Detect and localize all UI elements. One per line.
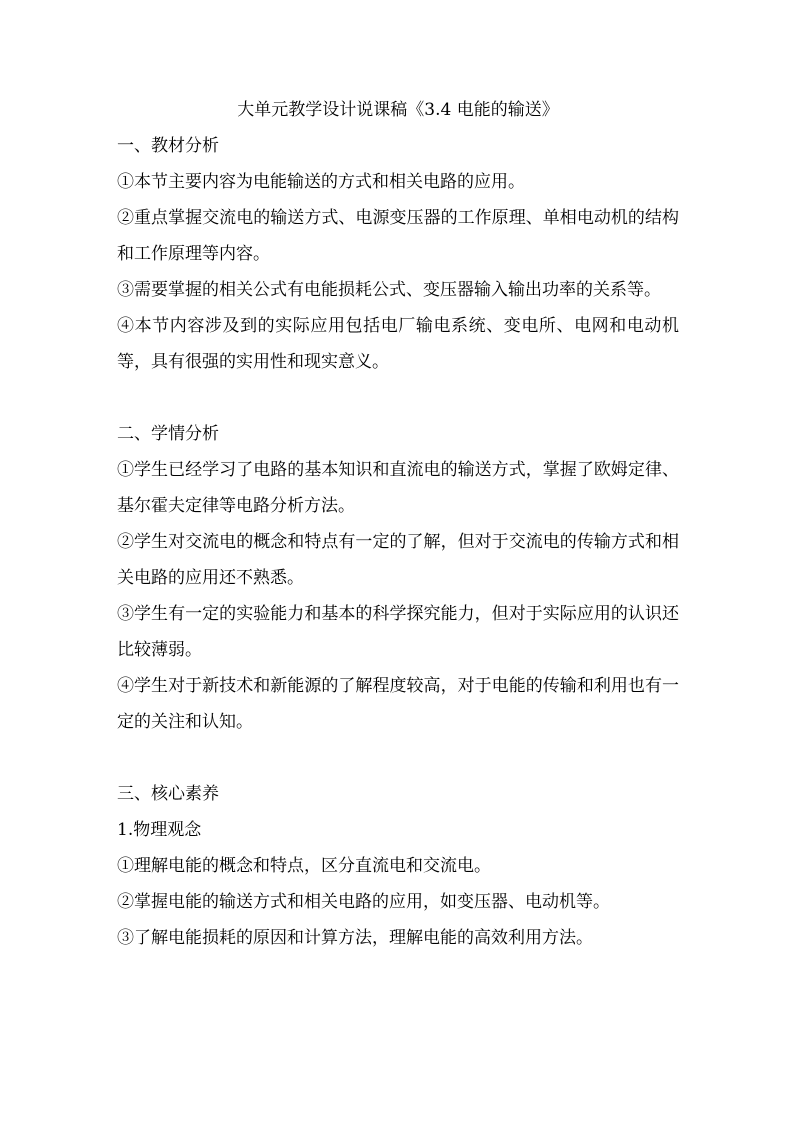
paragraph: ①理解电能的概念和特点，区分直流电和交流电。 [117,856,491,876]
section-learner-analysis [117,416,679,740]
paragraph: ③需要掌握的相关公式有电能损耗公式、变压器输入输出功率的关系等。 [117,280,661,300]
paragraph: ③学生有一定的实验能力和基本的科学探究能力，但对于实际应用的认识还比较薄弱。 [117,604,679,660]
document-title: 大单元教学设计说课稿《3.4 电能的输送》 [237,100,559,120]
paragraph: ①本节主要内容为电能输送的方式和相关电路的应用。 [117,172,525,192]
section-heading: 三、核心素养 [117,784,219,804]
section-heading: 二、学情分析 [117,424,219,444]
section-heading: 一、教材分析 [117,136,219,156]
blank-line [117,380,679,416]
document-page [117,92,679,956]
paragraph: ②重点掌握交流电的输送方式、电源变压器的工作原理、单相电动机的结构和工作原理等内容。 [117,208,679,264]
section-textbook-analysis [117,128,679,380]
section-core-literacy [117,776,679,956]
blank-line [117,740,679,776]
paragraph: ④本节内容涉及到的实际应用包括电厂输电系统、变电所、电网和电动机等，具有很强的实用性和现实意义。 [117,316,679,372]
paragraph: ③了解电能损耗的原因和计算方法，理解电能的高效利用方法。 [117,928,593,948]
paragraph: ④学生对于新技术和新能源的了解程度较高，对于电能的传输和利用也有一定的关注和认知。 [117,676,679,732]
subsection-heading: 1.物理观念 [117,820,202,840]
paragraph: ②掌握电能的输送方式和相关电路的应用，如变压器、电动机等。 [117,892,610,912]
paragraph: ①学生已经学习了电路的基本知识和直流电的输送方式，掌握了欧姆定律、基尔霍夫定律等电路分析方法。 [117,460,679,516]
paragraph: ②学生对交流电的概念和特点有一定的了解，但对于交流电的传输方式和相关电路的应用还不熟悉。 [117,532,679,588]
